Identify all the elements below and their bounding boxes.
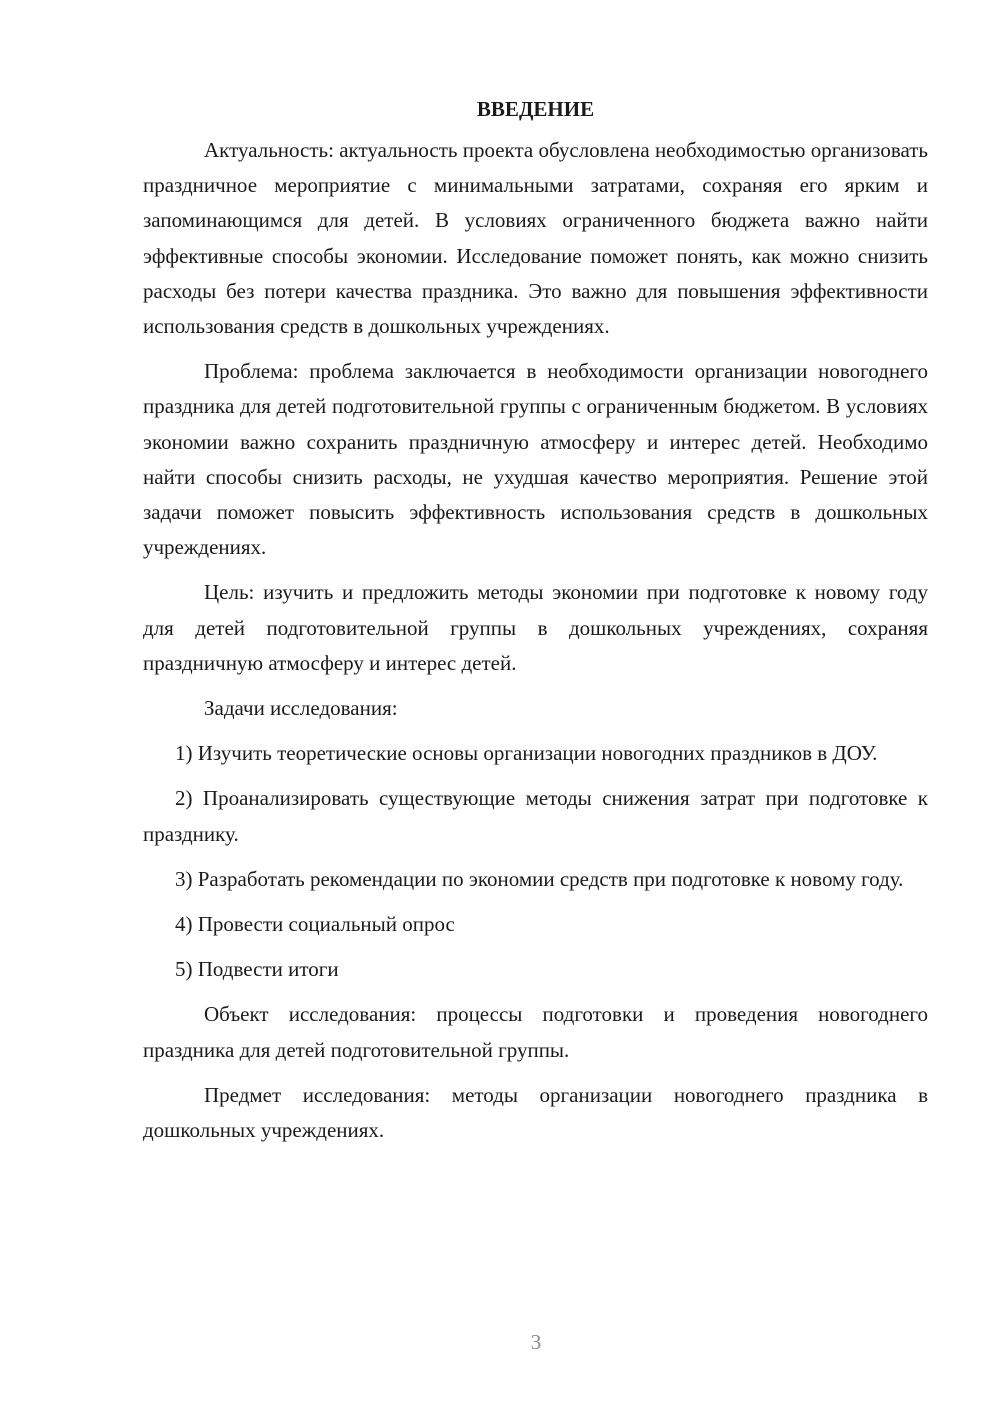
problem-paragraph: Проблема: проблема заключается в необходимости организации новогоднего праздника для детей подготовительной группы с ограниченным бюджетом. В условиях экономии важно сохранить праздничную атмосферу и интерес детей. Необходимо найти способы снизить расходы, не ухудшая качество мероприятия. Решение этой задачи поможет повысить эффективность использования средств в дошкольных учреждениях. [143, 359, 928, 560]
document-page [143, 92, 928, 1158]
task-item-4: 4) Провести социальный опрос [175, 912, 455, 937]
task-item-3: 3) Разработать рекомендации по экономии средств при подготовке к новому году. [175, 866, 904, 891]
tasks-title: Задачи исследования: [204, 696, 398, 721]
task-item-1: 1) Изучить теоретические основы организации новогодних праздников в ДОУ. [175, 741, 878, 766]
page-number: 3 [530, 1330, 542, 1354]
object-paragraph: Объект исследования: процессы подготовки и проведения новогоднего праздника для детей подготовительной группы. [143, 1002, 928, 1062]
page-title: ВВЕДЕНИЕ [476, 97, 595, 121]
goal-paragraph: Цель: изучить и предложить методы экономии при подготовке к новому году для детей подготовительной группы в дошкольных учреждениях, сохраняя праздничную атмосферу и интерес детей. [143, 580, 928, 675]
task-item-2: 2) Проанализировать существующие методы снижения затрат при подготовке к празднику. [143, 786, 928, 846]
subject-paragraph: Предмет исследования: методы организации новогоднего праздника в дошкольных учреждениях. [143, 1082, 928, 1143]
task-item-5: 5) Подвести итоги [175, 957, 339, 982]
relevance-paragraph: Актуальность: актуальность проекта обусловлена необходимостью организовать праздничное мероприятие с минимальными затратами, сохраняя его ярким и запоминающимся для детей. В условиях ограниченного бюджета важно найти эффективные способы экономии. Исследование поможет понять, как можно снизить расходы без потери качества праздника. Это важно для повышения эффективности использования средств в дошкольных учреждениях. [143, 138, 928, 339]
